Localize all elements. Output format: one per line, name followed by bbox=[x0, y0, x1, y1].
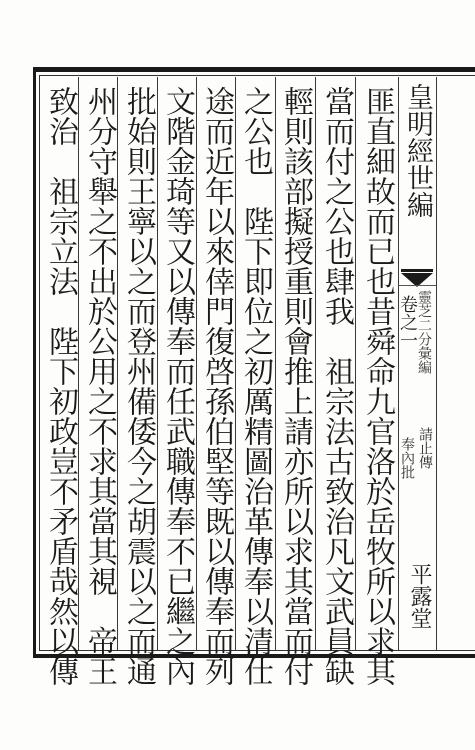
column-rule bbox=[117, 77, 118, 650]
book-title: 皇明經世編 bbox=[402, 83, 433, 218]
text-column-3: 輕則該部擬授重則會推上請亦所以求其當而付 bbox=[278, 86, 313, 686]
section-title-line-1: 請止傳 bbox=[417, 427, 433, 469]
fishtail-bar bbox=[401, 269, 433, 272]
text-column-6: 文階金琦等又以傳奉而任武職傳奉不已繼之內 bbox=[160, 86, 195, 686]
volume-number: 卷之一 bbox=[397, 295, 418, 349]
text-column-5: 途而近年以來倖門復啓孫伯堅等既以傳奉而列 bbox=[199, 86, 234, 686]
column-rule bbox=[235, 77, 236, 650]
text-column-4: 之公也 陛下即位之初厲精圖治革傳奉以清仕 bbox=[238, 86, 273, 686]
section-title-line-2: 奉內批 bbox=[399, 437, 415, 479]
column-rule bbox=[78, 77, 79, 650]
gutter-divider bbox=[398, 285, 436, 286]
publisher-name: 平露堂 bbox=[407, 563, 432, 629]
text-column-8: 州分守舉之不出於公用之不求其當其視 帝王 bbox=[82, 86, 117, 686]
text-column-7: 批始則王寧以之而登州備倭今之胡震以之而通 bbox=[121, 86, 156, 686]
text-column-2: 當而付之公也肆我 祖宗法古致治凡文武員缺 bbox=[319, 86, 354, 686]
column-rule bbox=[436, 77, 437, 650]
column-rule bbox=[355, 77, 356, 650]
page-gutter bbox=[398, 77, 436, 650]
column-rule bbox=[196, 77, 197, 650]
column-rule bbox=[157, 77, 158, 650]
compiler-note: 靈芝二分彙編 bbox=[416, 290, 432, 374]
text-column-9: 致治 祖宗立法 陛下初政豈不矛盾哉然以傳 bbox=[43, 86, 78, 686]
column-rule bbox=[275, 77, 276, 650]
column-rule bbox=[315, 77, 316, 650]
text-column-1: 匪直細故而已也昔舜命九官洛於岳牧所以求其 bbox=[360, 86, 395, 686]
